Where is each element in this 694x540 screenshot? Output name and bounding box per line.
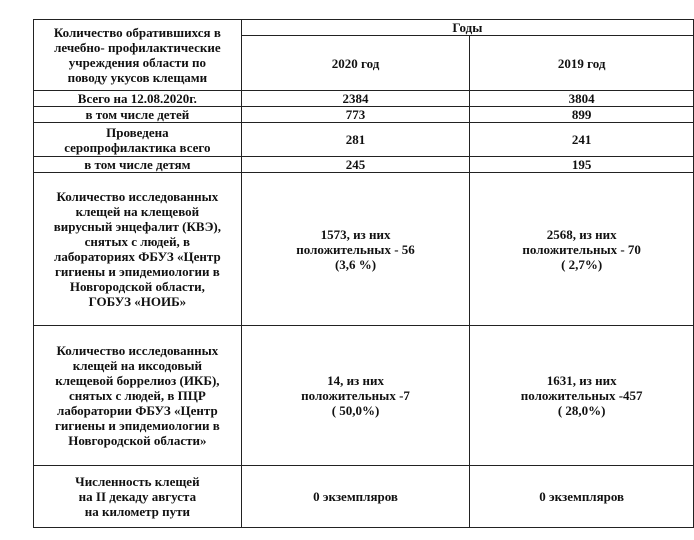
row-label: в том числе детям [34,157,242,173]
year-header-2020: 2020 год [241,36,470,91]
table-row [34,91,694,107]
table-row [34,107,694,123]
table-row [34,123,694,157]
years-group-header: Годы [241,20,693,36]
row-label: Количество исследованных клещей на клещевой вирусный энцефалит (КВЭ), снятых с людей, в лабораториях ФБУЗ «Центр гигиены и эпидемиологии в Новгородской области, ГОБУЗ «НОИБ» [34,173,242,326]
header-row [34,20,694,36]
value-2020: 14, из них положительных -7 ( 50,0%) [241,326,470,466]
row-label: в том числе детей [34,107,242,123]
row-label: Численность клещей на II декаду августа на километр пути [34,466,242,528]
table-row [34,326,694,466]
row-label: Количество исследованных клещей на иксодовый клещевой боррелиоз (ИКБ), снятых с людей, в ПЦР лаборатории ФБУЗ «Центр гигиены и эпидемиологии в Новгородской области» [34,326,242,466]
value-2020: 281 [241,123,470,157]
value-2020: 773 [241,107,470,123]
table-row [34,466,694,528]
value-2020: 1573, из них положительных - 56 (3,6 %) [241,173,470,326]
document-page [33,19,694,528]
value-2020: 245 [241,157,470,173]
value-2020: 0 экземпляров [241,466,470,528]
tick-bite-statistics-table [33,19,694,528]
value-2019: 0 экземпляров [470,466,694,528]
table-row [34,173,694,326]
value-2019: 241 [470,123,694,157]
value-2019: 1631, из них положительных -457 ( 28,0%) [470,326,694,466]
table-row [34,157,694,173]
value-2020: 2384 [241,91,470,107]
row-label: Проведена серопрофилактика всего [34,123,242,157]
value-2019: 899 [470,107,694,123]
row-label: Всего на 12.08.2020г. [34,91,242,107]
value-2019: 2568, из них положительных - 70 ( 2,7%) [470,173,694,326]
corner-header-cell: Количество обратившихся в лечебно- профилактические учреждения области по поводу укусов клещами [34,20,242,91]
value-2019: 195 [470,157,694,173]
value-2019: 3804 [470,91,694,107]
year-header-2019: 2019 год [470,36,694,91]
